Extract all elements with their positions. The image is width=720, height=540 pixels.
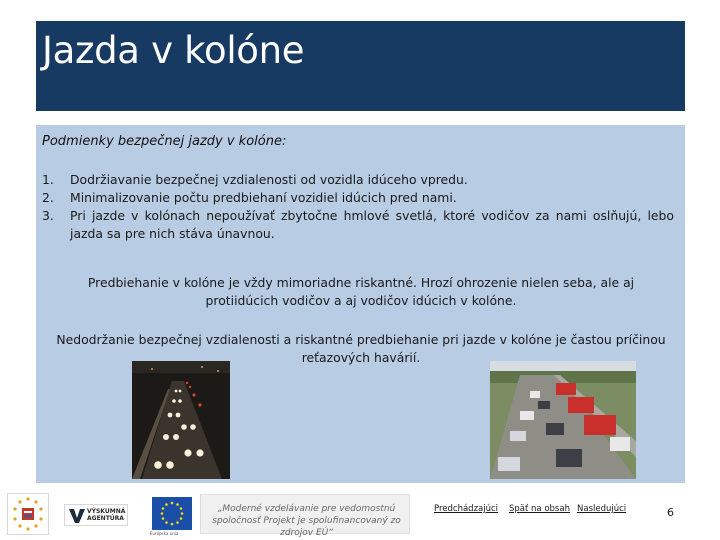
- page-number: 6: [667, 506, 674, 519]
- partner-emblem-logo: [7, 493, 49, 535]
- esf-project-text: „Moderné vzdelávanie pre vedomostnú spoločnosť Projekt je spolufinancovaný zo zdrojov EÚ“: [212, 504, 401, 538]
- list-item: [42, 171, 674, 189]
- slide-subtitle: Podmienky bezpečnej jazdy v kolóne:: [42, 134, 287, 149]
- slide-title: Jazda v kolóne: [42, 29, 305, 72]
- overtaking-paragraph: Predbiehanie v kolóne je vždy mimoriadne riskantné. Hrozí ohrozenie nielen seba, ale aj protiidúcich vodičov a aj vodičov idúcich v kolóne.: [87, 275, 635, 308]
- list-item: [42, 207, 674, 243]
- content-panel: [36, 125, 685, 483]
- title-bar: [36, 21, 685, 111]
- agency-mark-icon: [69, 509, 85, 523]
- list-item-number: 1.: [42, 172, 54, 187]
- highway-trucks-photo: [490, 361, 636, 479]
- list-item-text: Pri jazde v kolónach nepoužívať zbytočne hmlové svetlá, ktoré vodičov za nami oslňujú, lebo jazda sa pre nich stáva únavnou.: [70, 208, 674, 241]
- list-item-text: Minimalizovanie počtu predbiehaní vozidiel idúcich pred nami.: [70, 190, 457, 205]
- conditions-list: [42, 171, 674, 243]
- night-traffic-photo: [132, 361, 230, 479]
- distance-paragraph: Nedodržanie bezpečnej vzdialenosti a riskantné predbiehanie pri jazde v kolóne je častou príčinou reťazových havárií.: [56, 332, 666, 365]
- list-item-number: 3.: [42, 208, 54, 223]
- esf-project-banner: [200, 494, 410, 538]
- eu-flag-logo: [152, 497, 192, 530]
- list-item-number: 2.: [42, 190, 54, 205]
- list-item: [42, 189, 674, 207]
- back-to-contents-link[interactable]: Späť na obsah: [509, 504, 570, 514]
- footer-logos: [0, 490, 420, 538]
- next-link[interactable]: Nasledujúci: [577, 504, 627, 514]
- eu-caption: Európska únia: [150, 531, 179, 536]
- agency-name: VÝSKUMNÁ AGENTÚRA: [87, 508, 126, 522]
- research-agency-logo: [64, 504, 128, 526]
- previous-link[interactable]: Predchádzajúci: [434, 504, 499, 514]
- list-item-text: Dodržiavanie bezpečnej vzdialenosti od vozidla idúceho vpredu.: [70, 172, 468, 187]
